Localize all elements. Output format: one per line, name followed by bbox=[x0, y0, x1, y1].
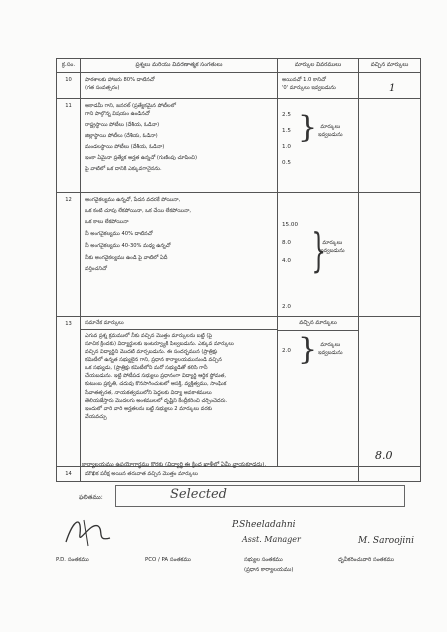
table-row-10 bbox=[57, 73, 421, 99]
row-11-value: 1.0 bbox=[282, 144, 291, 150]
row-10-question bbox=[81, 73, 278, 99]
row-12-line: ఒక కంటి చూపు లేకపోయినా, ఒక చేయి లేకపోయినా, bbox=[85, 208, 192, 215]
row-12-line: అంగవైకల్యము ఉన్నచో, పేదన వదరకే పోయినా, bbox=[85, 197, 181, 203]
row-11-given bbox=[359, 99, 421, 193]
row-11-line: రాష్ట్రస్థాయి పోటీలు (దేశీయ, ఓడినా) bbox=[85, 122, 160, 129]
row-11-value: 2.5 bbox=[282, 112, 291, 118]
row-10-number: 10 bbox=[57, 73, 81, 99]
row-13-body bbox=[81, 330, 277, 423]
row-13-number: 13 bbox=[57, 317, 81, 467]
table-row-12 bbox=[57, 193, 421, 317]
row-12-value: 8.0 bbox=[282, 240, 291, 246]
row-12-line: ఒక కాలు లేకపోయినా bbox=[85, 219, 129, 226]
marks-table bbox=[56, 58, 421, 482]
row-13-line: వేయవచ్చు bbox=[85, 413, 107, 420]
third-signature-label: ధృవీకరించువారి సంతకము bbox=[338, 557, 395, 563]
header-marks-given: వచ్చిన మార్కులు bbox=[359, 59, 421, 73]
row-10-given-value: 1 bbox=[389, 83, 396, 94]
brace-icon: } bbox=[298, 332, 318, 367]
row-10-marks-line: '0' మార్కులు ఇవ్వబడును bbox=[282, 85, 336, 92]
pd-signature-label: P.D. సంతకము bbox=[56, 557, 89, 563]
row-10-line: (గత సంవత్సరం) bbox=[85, 85, 120, 92]
member-signature-label: సభ్యుల సంతకము bbox=[244, 557, 283, 563]
row-13-brace-label bbox=[318, 341, 343, 358]
row-12-brace-label bbox=[320, 239, 345, 256]
row-11-line: పై వాటిలో ఒక దానికి ఎక్కువగానైనను. bbox=[85, 166, 162, 173]
brace-label-line: మార్కులు bbox=[322, 240, 343, 246]
row-13-line: కుటుంబ ప్రకృతి, చదువు కొనసాగించుటలో ఆసక్తి, వ్యక్తిత్వము, సాంఘిక bbox=[85, 381, 227, 388]
row-12-value: 15.00 bbox=[282, 222, 299, 228]
row-12-value: 2.0 bbox=[282, 304, 291, 310]
row-11-value: 0.5 bbox=[282, 160, 291, 166]
row-13-line: సూచిక క్రిందకు) విద్యార్థులకు ఇంటర్వ్యూకి పిల్వబడును. ఎక్కువ మార్కులు bbox=[85, 341, 234, 348]
row-13-question bbox=[81, 317, 278, 467]
row-11-brace-label bbox=[318, 123, 343, 140]
row-12-line: నీ అంగవైకల్యము 40% దాటినచో bbox=[85, 231, 153, 238]
row-13-line: సేవాతత్పరత, నాయకత్వములోని పెద్దలకు విద్యా అవకాశములు bbox=[85, 389, 212, 396]
row-11-line: జిల్లాస్థాయి పోటీలు (దేశీయ, ఓడినా) bbox=[85, 133, 158, 140]
row-13-value: 2.0 bbox=[282, 348, 291, 354]
row-10-marks-line: అయినచో 1.0 కానిచో bbox=[282, 77, 326, 83]
row-14-text: మౌఖిక పరీక్ష అయిన తరువాత వచ్చిన మొత్తం మార్కులు bbox=[81, 467, 359, 482]
row-10-line: పాఠశాలకు హాజరు 80% దాటినచో bbox=[85, 77, 155, 83]
header-sno: క్ర.సం. bbox=[57, 59, 81, 73]
table-header-row bbox=[57, 59, 421, 73]
row-13-given-value: 8.0 bbox=[375, 449, 393, 462]
table-row-13 bbox=[57, 317, 421, 467]
row-13-title: సమానేక మార్కులు bbox=[81, 317, 277, 330]
member-signature-sub: (ప్రధాన కార్యాలయము) bbox=[244, 567, 294, 573]
office-note: కార్యాలయము ఉపయోగార్థము కొరకు (విద్యార్థి ఈ క్రింద ఖాళీలో ఏమీ వ్రాయకూడదు). bbox=[82, 462, 267, 468]
brace-label-line: ఇవ్వబడును bbox=[318, 132, 343, 139]
table-row-11 bbox=[57, 99, 421, 193]
brace-label-line: ఇవ్వబడును bbox=[320, 248, 345, 255]
row-12-number: 12 bbox=[57, 193, 81, 317]
row-12-line: నీ అంగవైకల్యము 40-30% మధ్య ఉన్నచో bbox=[85, 243, 171, 250]
row-13-line: ఎగువ ప్రశ్న క్రమములో నీకు వచ్చిన మొత్తం మార్కులను బట్టి (పై bbox=[85, 333, 213, 340]
row-13-line: వచ్చిన విద్యార్థిని మొదటి మార్చబడును. ఈ సందర్భమున (ప్రాత్రిక్షు bbox=[85, 349, 218, 356]
header-marks-detail: మార్కుల వివరములు bbox=[278, 59, 359, 73]
brace-label-line: ఇవ్వబడును bbox=[318, 350, 343, 357]
row-11-line: అకాడమీ గాని, జనరల్ (ప్రత్యేకమైన పోటీలలో bbox=[85, 103, 176, 109]
row-13-subhead: వచ్చిన మార్కులు bbox=[278, 317, 358, 331]
pd-signature-icon bbox=[60, 512, 120, 552]
row-12-given bbox=[359, 193, 421, 317]
third-signature-name: M. Saroojini bbox=[358, 536, 414, 546]
row-11-value: 1.5 bbox=[282, 128, 291, 134]
brace-label-line: మార్కులు bbox=[320, 124, 341, 130]
row-12-question bbox=[81, 193, 278, 317]
pco-signature-label: PCO / PA సంతకము bbox=[145, 557, 191, 563]
row-13-marks bbox=[278, 317, 359, 467]
row-12-value: 4.0 bbox=[282, 258, 291, 264]
row-11-number: 11 bbox=[57, 99, 81, 193]
row-10-given bbox=[359, 73, 421, 99]
header-questions: ప్రశ్నలు మరియు వివరణాత్మక సంగతులు bbox=[81, 59, 278, 73]
result-value: Selected bbox=[170, 487, 227, 502]
row-11-question bbox=[81, 99, 278, 193]
row-11-line: గాని పాల్గొన్న విషయం ఉండినచో bbox=[85, 111, 150, 118]
result-label: ఫలితము: bbox=[79, 494, 103, 501]
row-14-given bbox=[359, 467, 421, 482]
row-14-number: 14 bbox=[57, 467, 81, 482]
row-11-marks bbox=[278, 99, 359, 193]
row-12-line: వర్తించనిచో bbox=[85, 266, 107, 273]
result-field bbox=[115, 485, 405, 507]
row-11-line: ఇంకా ఏమైనా ప్రత్యేక అర్హత ఉన్నచో (గుణింపు చూపించి) bbox=[85, 155, 198, 162]
row-13-line: తెలియజేస్తారు మొదలగు అంశములలో దృష్టిని కేంద్రీకరించి చర్చించెదరు. bbox=[85, 397, 228, 404]
row-13-line: ఒక సభ్యుడు, (ప్రాత్రిక్షు కమిటీలోని మరో సభ్యుడితో కలిసి గానీ bbox=[85, 365, 208, 372]
row-13-line: కమిటీలో ఉన్నత సభ్యులైన గాని, ప్రధాన కార్యాలయమునుండి వచ్చిన bbox=[85, 357, 222, 364]
row-10-marks bbox=[278, 73, 359, 99]
row-12-marks bbox=[278, 193, 359, 317]
row-13-line: చేయబడును. ఇట్టి పోటీపడ సభ్యులు ప్రధానంగా విద్యార్థి ఆర్థిక స్థోమత, bbox=[85, 373, 226, 380]
row-13-line: ఇందులో వారి వారి అర్హతలను బట్టి సభ్యులు 2 మార్కులు వరకు bbox=[85, 405, 213, 412]
row-11-line: మండలస్థాయి పోటీలు (దేశీయ, ఓడినా) bbox=[85, 144, 165, 151]
brace-icon: } bbox=[311, 223, 326, 277]
brace-icon: } bbox=[298, 110, 318, 145]
row-12-line: నీకు అంగవైకల్యము ఉండి పై వాటిలో ఏదీ bbox=[85, 255, 168, 262]
brace-label-line: మార్కులు bbox=[320, 342, 341, 348]
member-signature-role: Asst. Manager bbox=[242, 535, 301, 544]
member-signature-name: P.Sheeladahni bbox=[232, 520, 296, 530]
row-13-given bbox=[359, 317, 421, 467]
